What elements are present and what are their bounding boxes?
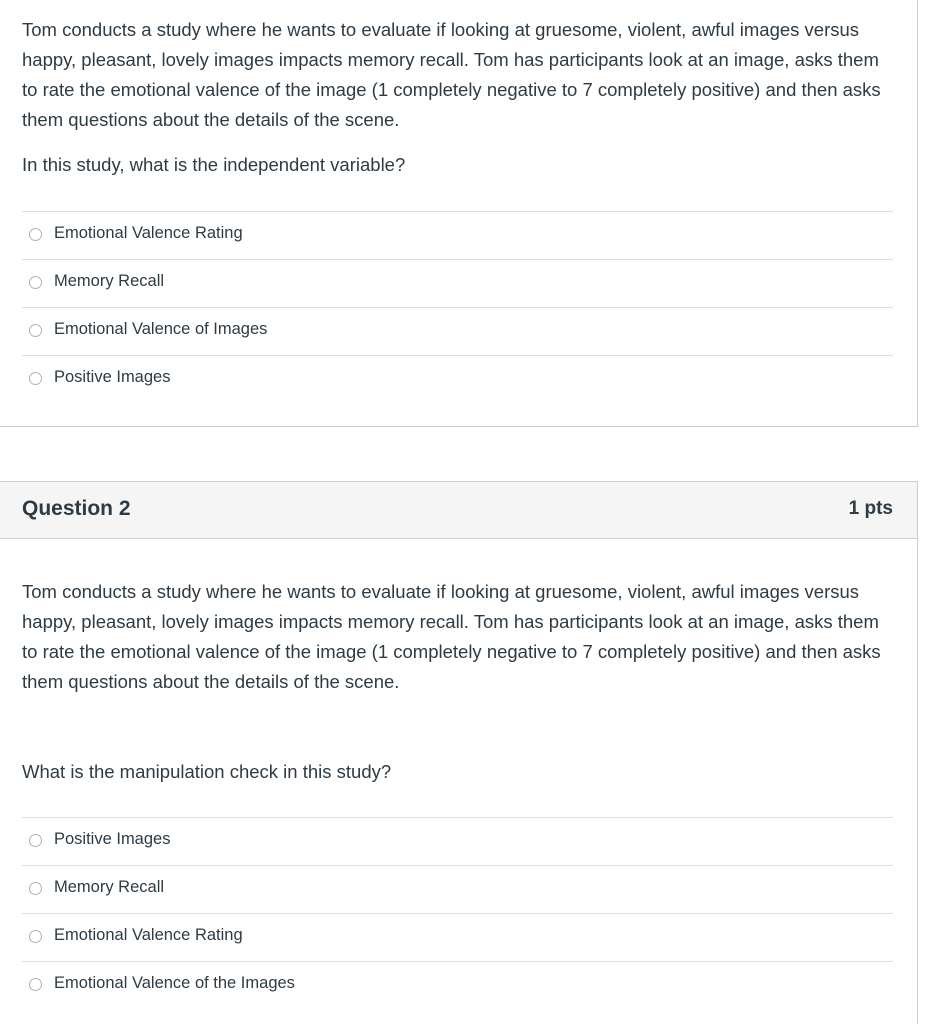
answer-label[interactable]: Positive Images xyxy=(54,368,171,386)
question-2-text: Tom conducts a study where he wants to evaluate if looking at gruesome, violent, awful images versus happy, pleasant, lovely images impacts memory recall. Tom has participants look at an image, asks them to rate the emotional valence of the image (1 completely negative to 7 completely positive) and then asks them questions about the details of the scene. xyxy=(22,581,881,692)
answer-option[interactable] xyxy=(22,355,893,403)
radio-button-icon[interactable] xyxy=(29,276,42,289)
answer-option[interactable] xyxy=(22,961,893,1009)
answer-option[interactable] xyxy=(22,259,893,307)
radio-button-icon[interactable] xyxy=(29,930,42,943)
radio-button-icon[interactable] xyxy=(29,834,42,847)
question-1-prompt: In this study, what is the independent variable? xyxy=(22,154,406,175)
answer-label[interactable]: Emotional Valence of the Images xyxy=(54,974,295,992)
question-1-text: Tom conducts a study where he wants to evaluate if looking at gruesome, violent, awful images versus happy, pleasant, lovely images impacts memory recall. Tom has participants look at an image, asks them to rate the emotional valence of the image (1 completely negative to 7 completely positive) and then asks them questions about the details of the scene. xyxy=(22,19,881,130)
answer-option[interactable] xyxy=(22,307,893,355)
answer-option[interactable] xyxy=(22,865,893,913)
answer-option[interactable] xyxy=(22,817,893,865)
question-2-header xyxy=(0,482,917,539)
answer-option[interactable] xyxy=(22,211,893,259)
question-2-card xyxy=(0,481,918,1024)
answer-label[interactable]: Emotional Valence Rating xyxy=(54,224,243,242)
question-2-prompt: What is the manipulation check in this study? xyxy=(22,761,392,782)
radio-button-icon[interactable] xyxy=(29,324,42,337)
radio-button-icon[interactable] xyxy=(29,978,42,991)
answer-label[interactable]: Positive Images xyxy=(54,830,171,848)
answer-label[interactable]: Memory Recall xyxy=(54,272,165,290)
radio-button-icon[interactable] xyxy=(29,372,42,385)
radio-button-icon[interactable] xyxy=(29,228,42,241)
question-1-answers xyxy=(22,211,893,403)
answer-label[interactable]: Memory Recall xyxy=(54,878,165,896)
question-points: 1 pts xyxy=(848,498,893,519)
radio-button-icon[interactable] xyxy=(29,882,42,895)
answer-option[interactable] xyxy=(22,913,893,961)
answer-label[interactable]: Emotional Valence of Images xyxy=(54,320,268,338)
question-2-answers xyxy=(22,817,893,1009)
answer-label[interactable]: Emotional Valence Rating xyxy=(54,926,243,944)
question-title: Question 2 xyxy=(22,497,131,520)
question-1-card xyxy=(0,0,918,427)
